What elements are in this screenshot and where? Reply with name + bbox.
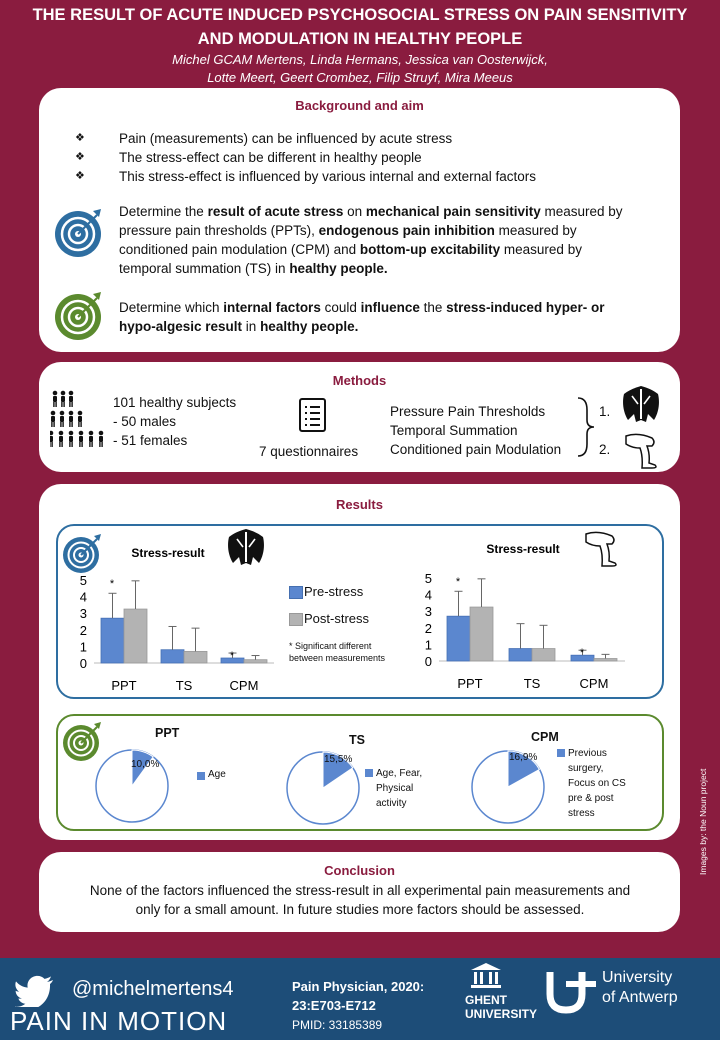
y-tick-label: 1	[424, 637, 432, 653]
y-tick-label: 4	[424, 587, 432, 603]
people-icon	[50, 390, 108, 450]
pie-label-cpm: 16,9%	[509, 752, 538, 763]
target-icon	[53, 206, 105, 258]
bar-post-cpm	[594, 659, 617, 661]
pie-legend-text: Physical	[376, 783, 414, 794]
y-tick-label: 1	[79, 639, 87, 655]
aim-bold: stress-induced hyper- or	[446, 300, 605, 315]
aim-bold: result of acute stress	[207, 204, 344, 219]
males-count: - 50 males	[113, 414, 177, 429]
aim-text: temporal summation (TS) in	[119, 261, 290, 276]
twitter-handle[interactable]: @michelmertens4	[72, 978, 234, 1000]
aim-bold: hypo-algesic result	[119, 319, 243, 334]
pie-legend-text: pre & post	[568, 793, 614, 804]
x-tick-label: CPM	[229, 678, 259, 692]
pie-legend-text: stress	[568, 808, 595, 819]
chart-title: Stress-result	[486, 542, 560, 556]
aim-text: Determine	[119, 204, 186, 219]
y-tick-label: 2	[79, 622, 87, 638]
aim-bold: healthy people.	[260, 319, 359, 334]
y-tick-label: 5	[424, 571, 432, 586]
pie-legend-cpm	[568, 746, 626, 821]
pie-legend-swatch	[557, 749, 565, 757]
bar-pre-ppt	[101, 618, 124, 663]
pie-title-cpm: CPM	[531, 730, 559, 744]
journal-line-1: Pain Physician, 2020:	[292, 979, 425, 994]
aim-text: measured by	[500, 242, 582, 257]
significance-star: *	[229, 650, 235, 663]
measure-ts: Temporal Summation	[390, 423, 518, 438]
uantwerp-text: University	[602, 969, 673, 986]
pie-legend-swatch	[365, 769, 373, 777]
site-number-1: 1.	[599, 404, 611, 419]
uantwerp-logo-icon	[544, 966, 600, 1018]
pain-in-motion-logo: PAIN IN MOTION	[10, 1006, 228, 1036]
y-tick-label: 3	[79, 606, 87, 622]
pie-legend-ppt	[208, 768, 226, 782]
pie-legend-text: activity	[376, 798, 407, 809]
y-tick-label: 0	[424, 654, 432, 669]
conclusion-line-2: only for a small amount. In future studies more factors should be assessed.	[135, 902, 585, 917]
x-tick-label: PPT	[457, 676, 483, 691]
aim-text: the	[185, 204, 208, 219]
y-tick-label: 3	[424, 604, 432, 620]
authors-line-2: Lotte Meert, Geert Crombez, Filip Struyf, Mira Meeus	[207, 70, 513, 85]
ghent-building-icon	[469, 962, 503, 990]
x-tick-label: PPT	[111, 678, 137, 692]
aim-text: on	[343, 204, 366, 219]
conclusion-heading: Conclusion	[324, 863, 395, 878]
aim-bold: healthy people.	[289, 261, 388, 276]
aim-2	[119, 298, 679, 336]
journal-line-2: 23:E703-E712	[292, 998, 376, 1013]
bullet-icon: ❖	[75, 170, 85, 182]
measure-ppt: Pressure Pain Thresholds	[390, 404, 546, 419]
aim-text: Determine which	[119, 300, 224, 315]
significance-note	[289, 640, 385, 664]
bar-chart-leg	[412, 536, 647, 692]
bullet-icon: ❖	[75, 151, 85, 163]
bullet-text: This stress-effect is influenced by various internal and external factors	[119, 169, 536, 184]
uantwerp-logo	[602, 968, 678, 1008]
bullet-icon: ❖	[75, 132, 85, 144]
pie-title-ts: TS	[349, 733, 365, 747]
chart-title: Stress-result	[131, 546, 205, 560]
bar-pre-ts	[509, 649, 532, 661]
bar-post-ppt	[124, 609, 147, 663]
y-tick-label: 4	[79, 589, 87, 605]
note-text: between measurements	[289, 653, 386, 663]
pmid: PMID: 33185389	[292, 1018, 383, 1032]
pie-legend-text: Age, Fear,	[376, 768, 423, 779]
y-tick-label: 0	[79, 656, 87, 671]
significance-star: *	[579, 647, 585, 660]
aim-text: measured by	[540, 204, 623, 219]
brace-icon	[575, 396, 597, 458]
site-number-2: 2.	[599, 442, 611, 457]
pie-legend-ts	[376, 766, 422, 811]
leg-icon	[622, 430, 664, 470]
pie-legend-text: Focus on CS	[568, 778, 626, 789]
significance-star: *	[109, 577, 115, 590]
background-heading: Background and aim	[295, 98, 424, 113]
females-count: - 51 females	[113, 433, 188, 448]
title-line-1: THE RESULT OF ACUTE INDUCED PSYCHOSOCIAL STRESS ON PAIN SENSITIVITY	[32, 6, 688, 24]
aim-bold: influence	[360, 300, 420, 315]
pie-legend-text: Previous	[568, 748, 607, 759]
measure-cpm: Conditioned pain Modulation	[390, 442, 562, 457]
star: *	[289, 641, 293, 651]
target-icon	[53, 289, 105, 341]
methods-heading: Methods	[332, 373, 387, 388]
pie-legend-text: Age	[208, 769, 226, 780]
bullet-text: The stress-effect can be different in healthy people	[119, 150, 422, 165]
title-line-2: AND MODULATION IN HEALTHY PEOPLE	[197, 30, 523, 48]
aim-text: conditioned pain modulation (CPM) and	[119, 242, 360, 257]
conclusion-line-1: None of the factors influenced the stress-result in all experimental pain measurements and	[89, 883, 631, 898]
authors	[0, 51, 720, 87]
image-credit-text: Images by: the Noun project	[698, 768, 708, 875]
pie-label-ppt: 10,0%	[131, 759, 160, 770]
x-tick-label: CPM	[579, 676, 609, 691]
back-icon	[620, 384, 662, 424]
y-tick-label: 5	[79, 573, 87, 588]
legend-swatch-pre	[289, 586, 303, 599]
aim-text: pressure pain thresholds (PPTs),	[119, 223, 319, 238]
legend-post: Post-stress	[304, 611, 370, 626]
bar-post-ts	[184, 651, 207, 663]
aim-text: in	[242, 319, 261, 334]
note-text: Significant different	[295, 641, 372, 651]
aim-bold: bottom-up excitability	[359, 242, 501, 257]
bar-post-cpm	[244, 660, 267, 663]
legend-pre: Pre-stress	[304, 584, 364, 599]
ghent-text: UNIVERSITY	[465, 1007, 538, 1021]
subjects-count: 101 healthy subjects	[113, 395, 237, 410]
bar-post-ts	[532, 649, 555, 661]
ghent-text: GHENT	[465, 993, 507, 1007]
aim-text: measured by	[494, 223, 577, 238]
significance-star: *	[455, 575, 461, 588]
questionnaire-icon	[298, 397, 328, 433]
aim-bold: endogenous pain inhibition	[318, 223, 495, 238]
legend-swatch-post	[289, 613, 303, 626]
authors-line-1: Michel GCAM Mertens, Linda Hermans, Jessica van Oosterwijck,	[172, 52, 548, 67]
twitter-icon[interactable]	[15, 975, 55, 1007]
aim-bold: mechanical pain sensitivity	[365, 204, 541, 219]
bar-post-ppt	[470, 607, 493, 661]
bar-chart-back	[62, 540, 277, 692]
aim-text: could	[320, 300, 361, 315]
aim-bold: internal factors	[223, 300, 321, 315]
uantwerp-text: of Antwerp	[602, 989, 678, 1006]
x-tick-label: TS	[175, 678, 193, 692]
bar-pre-ts	[161, 650, 184, 663]
ghent-university-logo	[465, 993, 537, 1021]
x-tick-label: TS	[523, 676, 541, 691]
pie-title-ppt: PPT	[155, 726, 180, 740]
results-heading: Results	[336, 497, 383, 512]
pie-legend-text: surgery,	[568, 763, 604, 774]
poster-title	[0, 3, 720, 51]
aim-1	[119, 202, 659, 278]
y-tick-label: 2	[424, 620, 432, 636]
aim-text: the	[419, 300, 447, 315]
bar-pre-ppt	[447, 616, 470, 661]
pie-legend-swatch	[197, 772, 205, 780]
pie-label-ts: 15,5%	[324, 754, 353, 765]
bullet-text: Pain (measurements) can be influenced by acute stress	[119, 131, 453, 146]
questionnaires-label: 7 questionnaires	[259, 444, 359, 459]
